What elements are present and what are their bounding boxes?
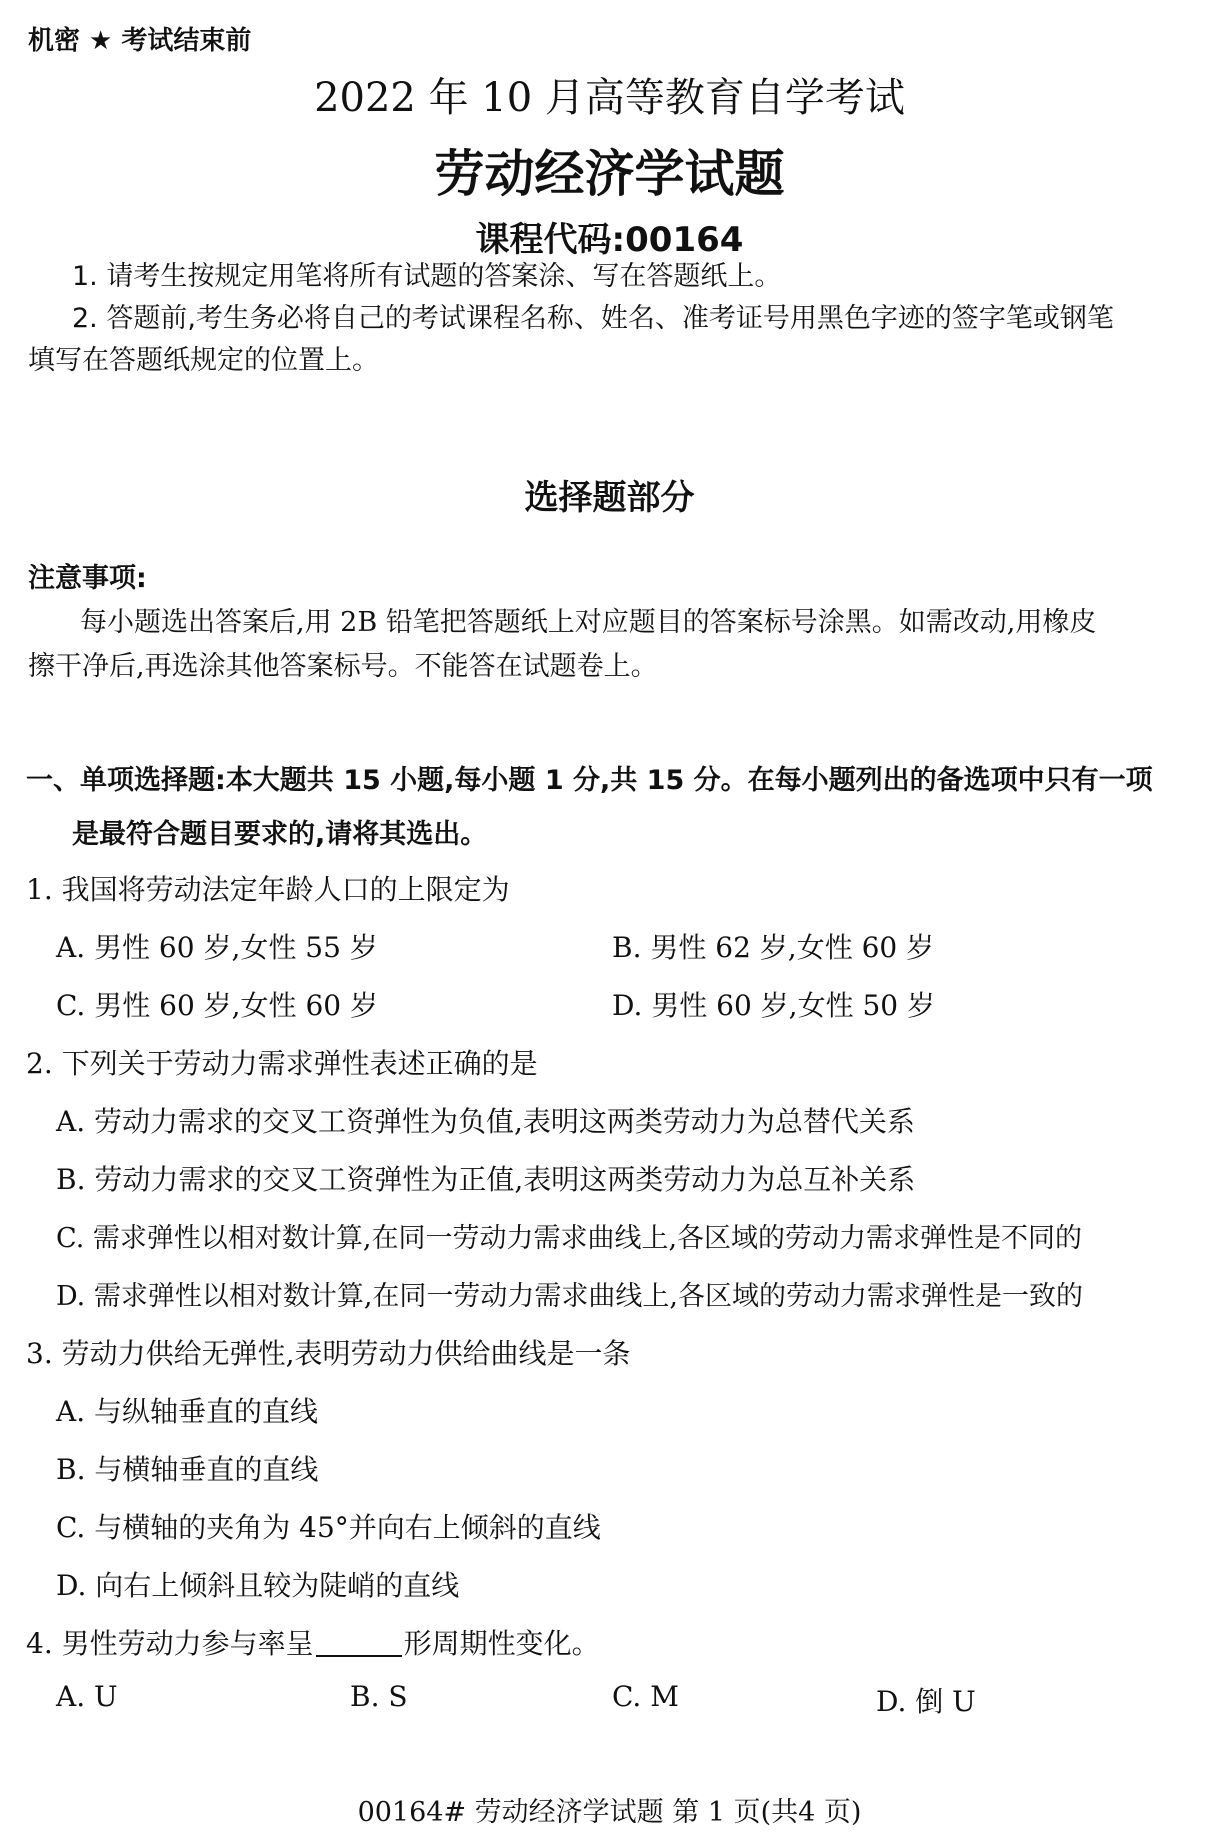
question-3-option-d: D. 向右上倾斜且较为陡峭的直线 bbox=[56, 1569, 460, 1602]
instruction-2-cont: 填写在答题纸规定的位置上。 bbox=[28, 345, 379, 376]
section-title: 选择题部分 bbox=[524, 478, 695, 518]
instruction-2: 2. 答题前,考生务必将自己的考试课程名称、姓名、准考证号用黑色字迹的签字笔或钢笔 bbox=[72, 303, 1114, 334]
question-2-option-d: D. 需求弹性以相对数计算,在同一劳动力需求曲线上,各区域的劳动力需求弹性是一致的 bbox=[56, 1281, 1084, 1312]
question-1-stem: 1. 我国将劳动法定年龄人口的上限定为 bbox=[26, 873, 510, 906]
part1-heading: 一、单项选择题:本大题共 15 小题,每小题 1 分,共 15 分。在每小题列出的备选项中只有一项 bbox=[26, 765, 1153, 796]
question-4-option-d: D. 倒 U bbox=[876, 1685, 976, 1718]
course-code: 课程代码:00164 bbox=[475, 220, 744, 260]
fill-blank bbox=[316, 1655, 402, 1657]
question-4-stem-pre: 4. 男性劳动力参与率呈 bbox=[26, 1627, 314, 1660]
question-3-option-c: C. 与横轴的夹角为 45°并向右上倾斜的直线 bbox=[56, 1511, 601, 1544]
question-2-option-c: C. 需求弹性以相对数计算,在同一劳动力需求曲线上,各区域的劳动力需求弹性是不同的 bbox=[56, 1223, 1083, 1254]
question-2-stem: 2. 下列关于劳动力需求弹性表述正确的是 bbox=[26, 1047, 538, 1080]
question-1-option-a: A. 男性 60 岁,女性 55 岁 bbox=[56, 931, 378, 964]
question-2-option-a: A. 劳动力需求的交叉工资弹性为负值,表明这两类劳动力为总替代关系 bbox=[56, 1105, 915, 1138]
question-4-stem bbox=[26, 1622, 600, 1662]
question-2-option-b: B. 劳动力需求的交叉工资弹性为正值,表明这两类劳动力为总互补关系 bbox=[56, 1163, 916, 1196]
exam-title: 2022 年 10 月高等教育自学考试 bbox=[314, 75, 905, 121]
question-1-option-c: C. 男性 60 岁,女性 60 岁 bbox=[56, 989, 378, 1022]
question-1-option-d: D. 男性 60 岁,女性 50 岁 bbox=[612, 989, 936, 1022]
notice-text-1: 每小题选出答案后,用 2B 铅笔把答题纸上对应题目的答案标号涂黑。如需改动,用橡皮 bbox=[80, 607, 1097, 638]
question-4-option-c: C. M bbox=[612, 1680, 679, 1713]
notice-heading: 注意事项: bbox=[28, 563, 147, 594]
question-3-stem: 3. 劳动力供给无弹性,表明劳动力供给曲线是一条 bbox=[26, 1337, 631, 1370]
subject-title: 劳动经济学试题 bbox=[434, 145, 785, 203]
question-3-option-a: A. 与纵轴垂直的直线 bbox=[56, 1395, 319, 1428]
question-4-option-a: A. U bbox=[56, 1680, 118, 1713]
confidential-mark: 机密 ★ 考试结束前 bbox=[28, 26, 252, 56]
question-1-option-b: B. 男性 62 岁,女性 60 岁 bbox=[612, 931, 935, 964]
question-4-stem-post: 形周期性变化。 bbox=[403, 1627, 600, 1660]
page-footer: 00164# 劳动经济学试题 第 1 页(共4 页) bbox=[357, 1797, 862, 1828]
notice-text-2: 擦干净后,再选涂其他答案标号。不能答在试题卷上。 bbox=[28, 651, 658, 682]
question-3-option-b: B. 与横轴垂直的直线 bbox=[56, 1453, 319, 1486]
part1-heading-cont: 是最符合题目要求的,请将其选出。 bbox=[72, 819, 488, 850]
instruction-1: 1. 请考生按规定用笔将所有试题的答案涂、写在答题纸上。 bbox=[72, 261, 782, 292]
question-4-option-b: B. S bbox=[350, 1680, 408, 1713]
